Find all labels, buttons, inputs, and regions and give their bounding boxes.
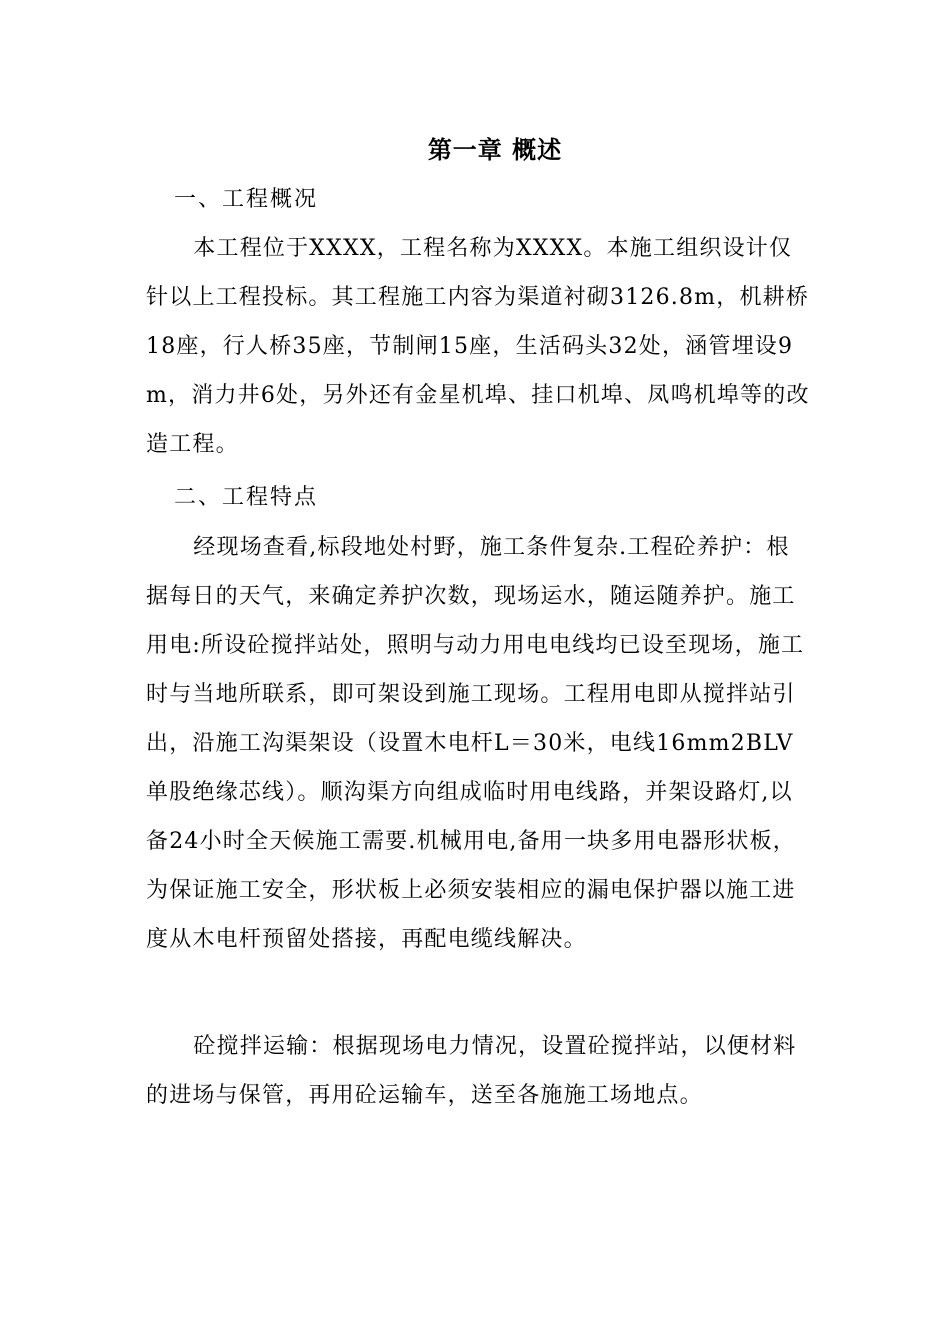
- section-body-mixing: [146, 1022, 811, 1120]
- paragraph: 砼搅拌运输：根据现场电力情况，设置砼搅拌站，以便材料的进场与保管，再用砼运输车，送至各施施工场地点。: [146, 1034, 797, 1108]
- section-body-overview: [146, 224, 811, 469]
- paragraph: 本工程位于XXXX，工程名称为XXXX。本施工组织设计仅针以上工程投标。其工程施工内容为渠道衬砌3126.8m，机耕桥18座，行人桥35座，节制闸15座，生活码头32处，涵管埋设9m，消力井6处，另外还有金星机埠、挂口机埠、凤鸣机埠等的改造工程。: [146, 236, 810, 457]
- section-body-features: [146, 523, 811, 964]
- chapter-title: 第一章 概述: [427, 136, 563, 164]
- section-heading-features: 二、工程特点: [174, 485, 319, 510]
- paragraph: 经现场查看,标段地处村野，施工条件复杂.工程砼养护：根据每日的天气，来确定养护次数，现场运水，随运随养护。施工用电:所设砼搅拌站处，照明与动力用电电线均已设至现场，施工时与当地所联系，即可架设到施工现场。工程用电即从搅拌站引出，沿施工沟渠架设（设置木电杆L＝30米，电线16mm2BLV单股绝缘芯线）。顺沟渠方向组成临时用电线路，并架设路灯,以备24小时全天候施工需要.机械用电,备用一块多用电器形状板，为保证施工安全，形状板上必须安装相应的漏电保护器以施工进度从木电杆预留处搭接，再配电缆线解决。: [146, 535, 805, 952]
- section-heading-overview: 一、工程概况: [174, 187, 319, 212]
